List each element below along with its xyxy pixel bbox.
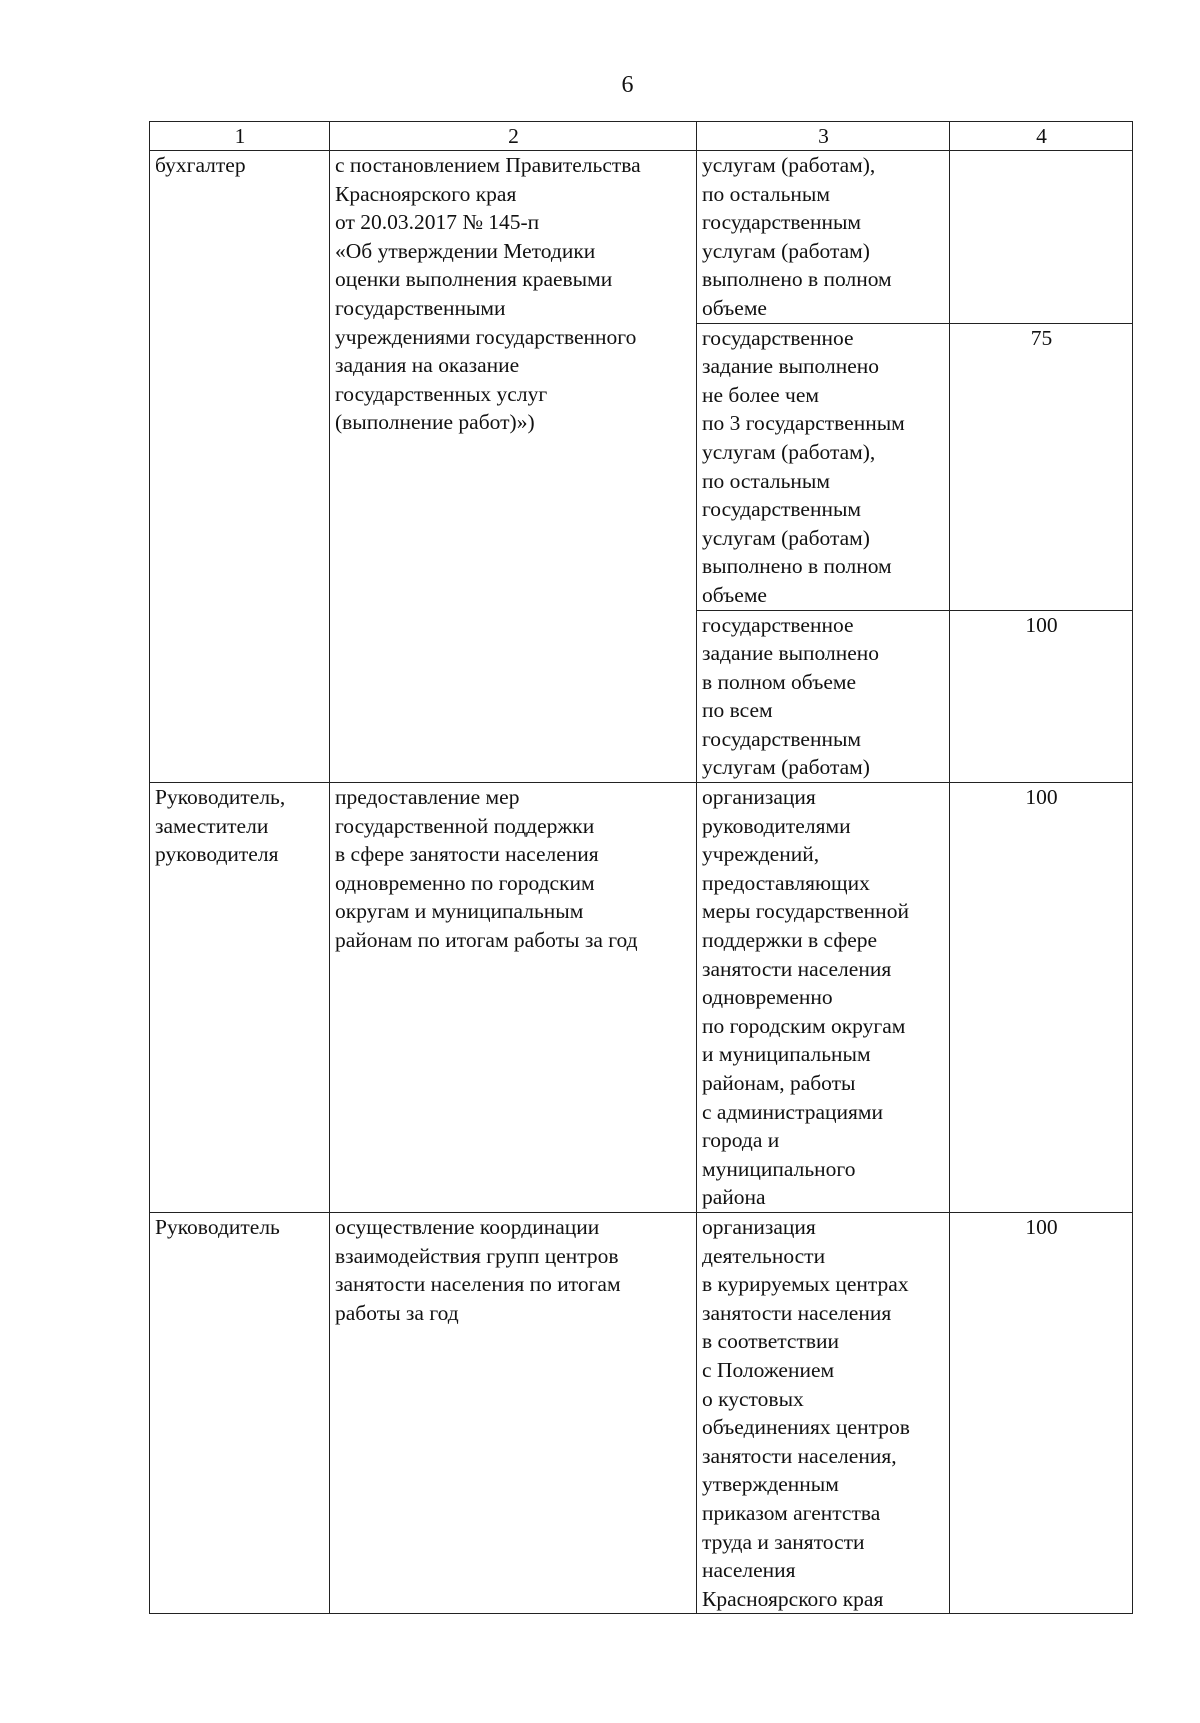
text-line: занятости населения: [702, 1300, 892, 1325]
text-line: государственных услуг: [335, 381, 548, 406]
header-cell-3: 3: [697, 122, 950, 151]
table-row: [150, 151, 1133, 324]
text-line: услугам (работам): [702, 525, 870, 550]
text-line: задания на оказание: [335, 353, 520, 378]
text-line: с администрациями: [702, 1099, 884, 1124]
indicator-cell: [330, 1212, 697, 1613]
table-header-row: [150, 122, 1133, 151]
header-cell-1: 1: [150, 122, 330, 151]
indicator-cell: [330, 783, 697, 1213]
text-line: и муниципальным: [702, 1042, 871, 1067]
text-line: с постановлением Правительства: [335, 153, 641, 177]
text-line: объеме: [702, 582, 767, 607]
text-line: оценки выполнения краевыми: [335, 267, 613, 292]
text-line: в курируемых центрах: [702, 1272, 909, 1297]
text-line: Красноярского края: [702, 1586, 884, 1611]
position-cell: [150, 151, 330, 783]
position-cell: [150, 783, 330, 1213]
text-line: работы за год: [335, 1300, 459, 1325]
text-line: по остальным: [702, 468, 830, 493]
text-line: выполнено в полном: [702, 554, 892, 579]
value-cell: 100: [950, 610, 1133, 783]
text-line: по городским округам: [702, 1013, 906, 1038]
text-line: руководителя: [155, 842, 279, 867]
text-line: Руководитель: [155, 1214, 280, 1239]
text-line: услугам (работам),: [702, 153, 876, 177]
criteria-table: [149, 121, 1133, 1614]
text-line: по 3 государственным: [702, 411, 905, 436]
text-line: поддержки в сфере: [702, 928, 878, 953]
text-line: предоставление мер: [335, 785, 520, 810]
text-line: организация: [702, 785, 816, 810]
text-line: осуществление координации: [335, 1214, 600, 1239]
text-line: государственное: [702, 612, 854, 637]
text-line: о кустовых: [702, 1386, 804, 1411]
text-line: районам, работы: [702, 1071, 856, 1095]
text-line: услугам (работам): [702, 755, 870, 780]
text-line: деятельности: [702, 1243, 826, 1268]
text-line: от 20.03.2017 № 145-п: [335, 210, 540, 235]
condition-cell: [697, 151, 950, 324]
text-line: занятости населения: [702, 956, 892, 981]
text-line: меры государственной: [702, 899, 909, 924]
text-line: округам и муниципальным: [335, 899, 584, 924]
text-line: Красноярского края: [335, 181, 517, 206]
text-line: государственной поддержки: [335, 813, 595, 838]
text-line: в сфере занятости населения: [335, 842, 599, 867]
text-line: выполнено в полном: [702, 267, 892, 292]
value-cell: 100: [950, 1212, 1133, 1613]
position-cell: [150, 1212, 330, 1613]
text-line: муниципального: [702, 1156, 856, 1181]
value-cell: [950, 151, 1133, 324]
text-line: государственными: [335, 295, 506, 320]
text-line: населения: [702, 1558, 796, 1583]
text-line: предоставляющих: [702, 870, 870, 895]
text-line: объединениях центров: [702, 1415, 910, 1440]
text-line: услугам (работам): [702, 238, 870, 263]
text-line: занятости населения,: [702, 1443, 897, 1468]
condition-cell: [697, 1212, 950, 1613]
text-line: объеме: [702, 295, 767, 320]
text-line: государственным: [702, 726, 862, 751]
table-row: [150, 783, 1133, 1213]
text-line: приказом агентства: [702, 1500, 881, 1525]
indicator-cell: [330, 151, 697, 783]
text-line: учреждениями государственного: [335, 324, 637, 349]
text-line: Руководитель,: [155, 785, 286, 810]
text-line: взаимодействия групп центров: [335, 1243, 619, 1268]
text-line: организация: [702, 1214, 816, 1239]
header-cell-4: 4: [950, 122, 1133, 151]
text-line: труда и занятости: [702, 1529, 865, 1554]
text-line: в соответствии: [702, 1329, 840, 1354]
text-line: учреждений,: [702, 842, 820, 867]
text-line: по остальным: [702, 181, 830, 206]
value-cell: 100: [950, 783, 1133, 1213]
text-line: государственным: [702, 497, 862, 522]
condition-cell: [697, 610, 950, 783]
text-line: заместители: [155, 813, 269, 838]
text-line: задание выполнено: [702, 641, 880, 666]
text-line: государственное: [702, 325, 854, 350]
text-line: утвержденным: [702, 1472, 839, 1497]
text-line: услугам (работам),: [702, 439, 876, 464]
page-number: 6: [621, 72, 634, 98]
text-line: (выполнение работ)»): [335, 410, 535, 435]
text-line: одновременно по городским: [335, 870, 595, 895]
text-line: с Положением: [702, 1357, 835, 1382]
text-line: по всем: [702, 698, 773, 723]
text-line: занятости населения по итогам: [335, 1272, 621, 1297]
text-line: не более чем: [702, 382, 819, 407]
condition-cell: [697, 783, 950, 1213]
value-cell: 75: [950, 323, 1133, 610]
text-line: государственным: [702, 210, 862, 235]
text-line: задание выполнено: [702, 354, 880, 379]
text-line: города и: [702, 1128, 780, 1153]
text-line: «Об утверждении Методики: [335, 238, 596, 263]
text-line: в полном объеме: [702, 669, 857, 694]
condition-cell: [697, 323, 950, 610]
text-line: бухгалтер: [155, 153, 246, 177]
text-line: районам по итогам работы за год: [335, 928, 638, 953]
text-line: руководителями: [702, 813, 851, 838]
text-line: одновременно: [702, 985, 833, 1010]
text-line: района: [702, 1185, 766, 1210]
header-cell-2: 2: [330, 122, 697, 151]
table-row: [150, 1212, 1133, 1613]
